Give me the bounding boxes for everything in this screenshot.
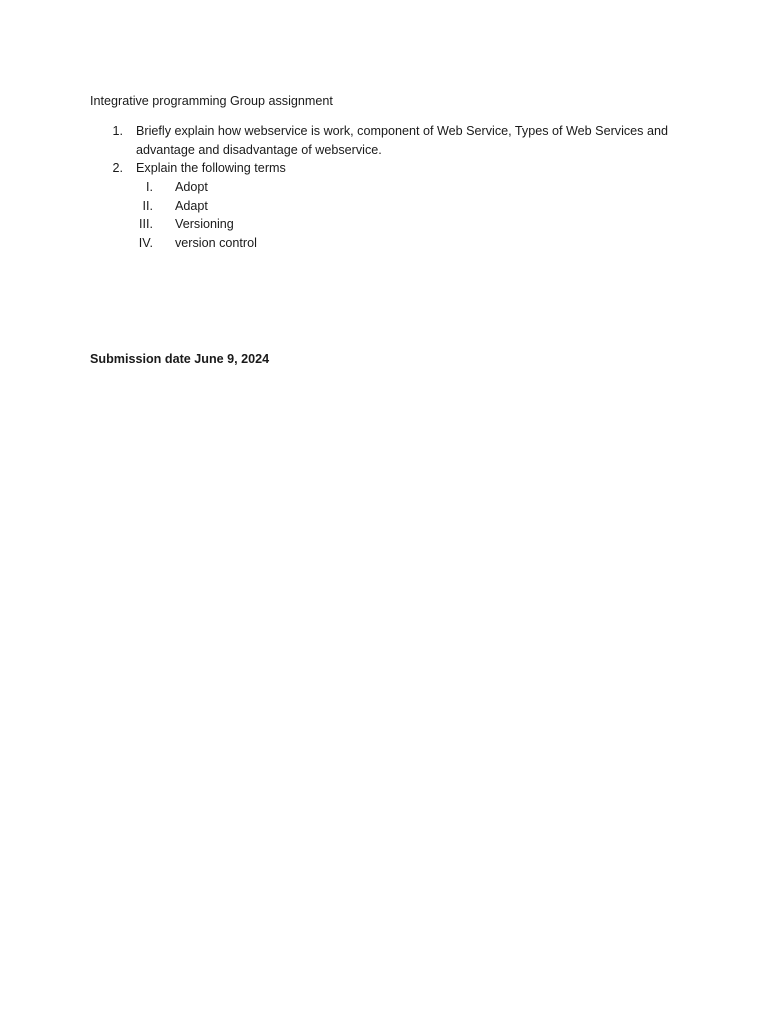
term-numeral: IV. (138, 236, 153, 250)
term-numeral: III. (139, 217, 153, 231)
term-text: Versioning (175, 217, 234, 231)
term-numeral: I. (146, 180, 153, 194)
term-numeral: II. (142, 199, 153, 213)
submission-date: Submission date June 9, 2024 (90, 352, 270, 366)
question-number: 2. (112, 161, 123, 175)
question-text-line: advantage and disadvantage of webservice. (136, 143, 382, 157)
term-text: Adopt (175, 180, 208, 194)
question-number: 1. (112, 124, 123, 138)
question-text-line: Briefly explain how webservice is work, component of Web Service, Types of Web Services and (136, 124, 668, 138)
term-text: version control (175, 236, 257, 250)
term-text: Adapt (175, 199, 208, 213)
document-title: Integrative programming Group assignment (90, 94, 333, 108)
question-text-line: Explain the following terms (136, 161, 286, 175)
